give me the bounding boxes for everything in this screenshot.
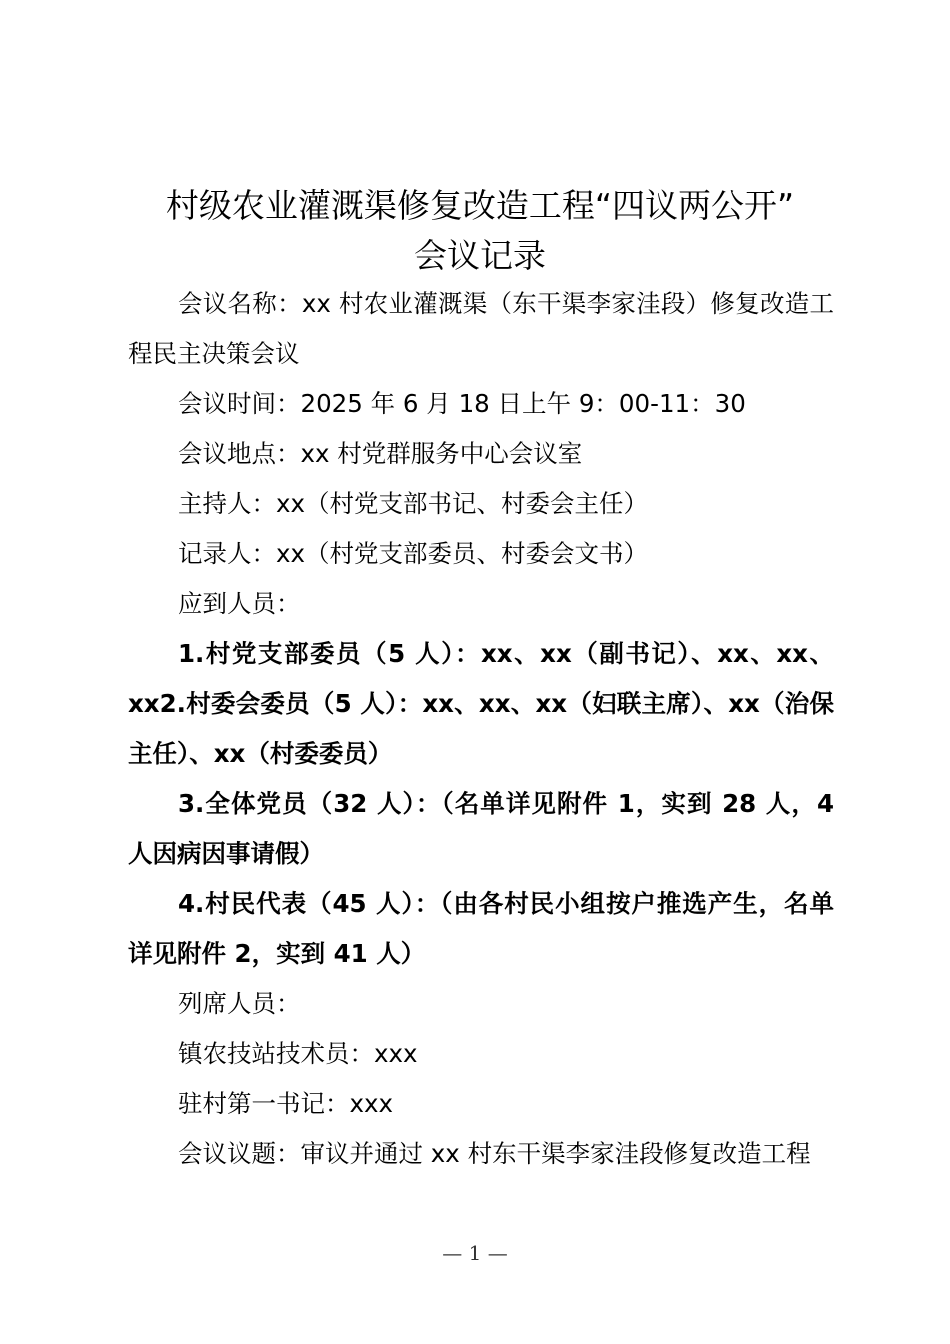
agenda-paragraph: 会议议题：审议并通过 xx 村东干渠李家洼段修复改造工程 [178,1139,811,1168]
page-number: — 1 — [442,1241,508,1265]
attendees-group-1-2: 1.村党支部委员（5 人）：xx、xx（副书记）、xx、xx、xx2.村委会委员（5 人）：xx、xx、xx（妇联主席）、xx（治保主任）、xx（村委委员） [128,639,834,768]
observers-heading: 列席人员： [178,989,301,1018]
attendees-heading: 应到人员： [178,589,301,618]
meeting-name-paragraph: 会议名称：xx 村农业灌溉渠（东干渠李家洼段）修复改造工程民主决策会议 [128,289,834,368]
meeting-time-paragraph: 会议时间：2025 年 6 月 18 日上午 9：00-11：30 [178,389,746,418]
document-title-line-1: 村级农业灌溉渠修复改造工程“四议两公开” [165,186,795,225]
attendees-group-4: 4.村民代表（45 人）：（由各村民小组按户推选产生，名单详见附件 2，实到 41 人） [128,889,834,968]
document-body [128,279,834,1179]
host-paragraph: 主持人：xx（村党支部书记、村委会主任） [178,489,648,518]
attendees-group-3: 3.全体党员（32 人）：（名单详见附件 1，实到 28 人，4 人因病因事请假） [128,789,834,868]
observer-2: 驻村第一书记：xxx [178,1089,393,1118]
meeting-place-paragraph: 会议地点：xx 村党群服务中心会议室 [178,439,583,468]
observer-1: 镇农技站技术员：xxx [178,1039,418,1068]
document-title-line-2: 会议记录 [414,236,546,275]
recorder-paragraph: 记录人：xx（村党支部委员、村委会文书） [178,539,648,568]
